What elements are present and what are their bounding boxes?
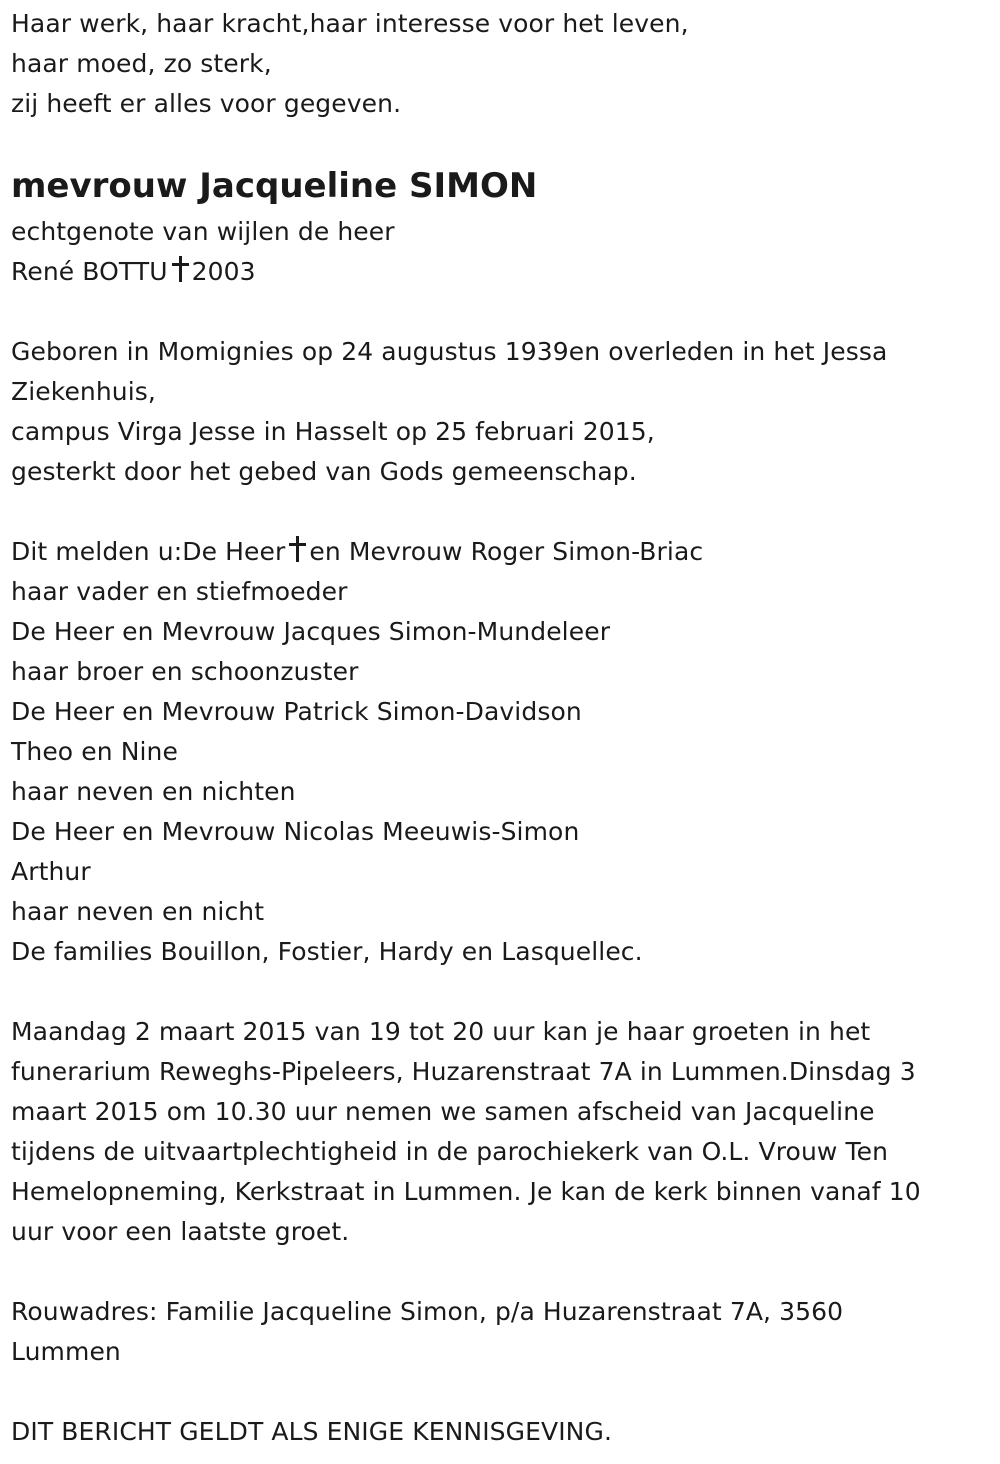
family-block — [11, 532, 986, 972]
birth-death-line: Ziekenhuis, — [11, 377, 156, 406]
deceased-name: mevrouw Jacqueline SIMON — [11, 166, 538, 206]
funeral-line: maart 2015 om 10.30 uur nemen we samen afscheid van Jacqueline — [11, 1097, 875, 1126]
spouse-name-line — [11, 252, 986, 292]
family-intro-prefix: Dit melden u:De Heer — [11, 537, 286, 566]
family-line: haar neven en nicht — [11, 897, 265, 926]
family-line: De Heer en Mevrouw Jacques Simon-Mundeleer — [11, 617, 611, 646]
birth-death-block — [11, 332, 986, 492]
address-line: Lummen — [11, 1337, 121, 1366]
birth-death-line: gesterkt door het gebed van Gods gemeenschap. — [11, 457, 637, 486]
funeral-line: Hemelopneming, Kerkstraat in Lummen. Je kan de kerk binnen vanaf 10 — [11, 1177, 921, 1206]
family-line: De Heer en Mevrouw Patrick Simon-Davidson — [11, 697, 582, 726]
funeral-line: tijdens de uitvaartplechtigheid in de parochiekerk van O.L. Vrouw Ten — [11, 1137, 889, 1166]
family-intro-suffix: en Mevrouw Roger Simon-Briac — [309, 537, 704, 566]
family-line: De families Bouillon, Fostier, Hardy en Lasquellec. — [11, 937, 643, 966]
poem-line: haar moed, zo sterk, — [11, 49, 272, 78]
spouse-line: echtgenote van wijlen de heer — [11, 217, 395, 246]
birth-death-line: campus Virga Jesse in Hasselt op 25 februari 2015, — [11, 417, 655, 446]
poem-line: Haar werk, haar kracht,haar interesse voor het leven, — [11, 9, 689, 38]
cross-icon — [172, 256, 188, 282]
family-line: haar broer en schoonzuster — [11, 657, 359, 686]
family-line: haar vader en stiefmoeder — [11, 577, 348, 606]
cross-icon — [289, 536, 305, 562]
notice-text: DIT BERICHT GELDT ALS ENIGE KENNISGEVING. — [11, 1417, 612, 1446]
family-line: haar neven en nichten — [11, 777, 296, 806]
family-line: Arthur — [11, 857, 91, 886]
spouse-name: René BOTTU — [11, 257, 168, 286]
address-block — [11, 1292, 986, 1372]
poem-line: zij heeft er alles voor gegeven. — [11, 89, 402, 118]
funeral-block — [11, 1012, 986, 1252]
family-line: Theo en Nine — [11, 737, 178, 766]
obituary-notice — [11, 4, 986, 1452]
birth-death-line: Geboren in Momignies op 24 augustus 1939en overleden in het Jessa — [11, 337, 888, 366]
poem-block — [11, 4, 986, 124]
funeral-line: Maandag 2 maart 2015 van 19 tot 20 uur kan je haar groeten in het — [11, 1017, 871, 1046]
funeral-line: funerarium Reweghs-Pipeleers, Huzarenstraat 7A in Lummen.Dinsdag 3 — [11, 1057, 916, 1086]
address-line: Rouwadres: Familie Jacqueline Simon, p/a Huzarenstraat 7A, 3560 — [11, 1297, 844, 1326]
family-line: De Heer en Mevrouw Nicolas Meeuwis-Simon — [11, 817, 580, 846]
family-intro — [11, 532, 986, 572]
funeral-line: uur voor een laatste groet. — [11, 1217, 350, 1246]
spouse-death-year: 2003 — [191, 257, 256, 286]
